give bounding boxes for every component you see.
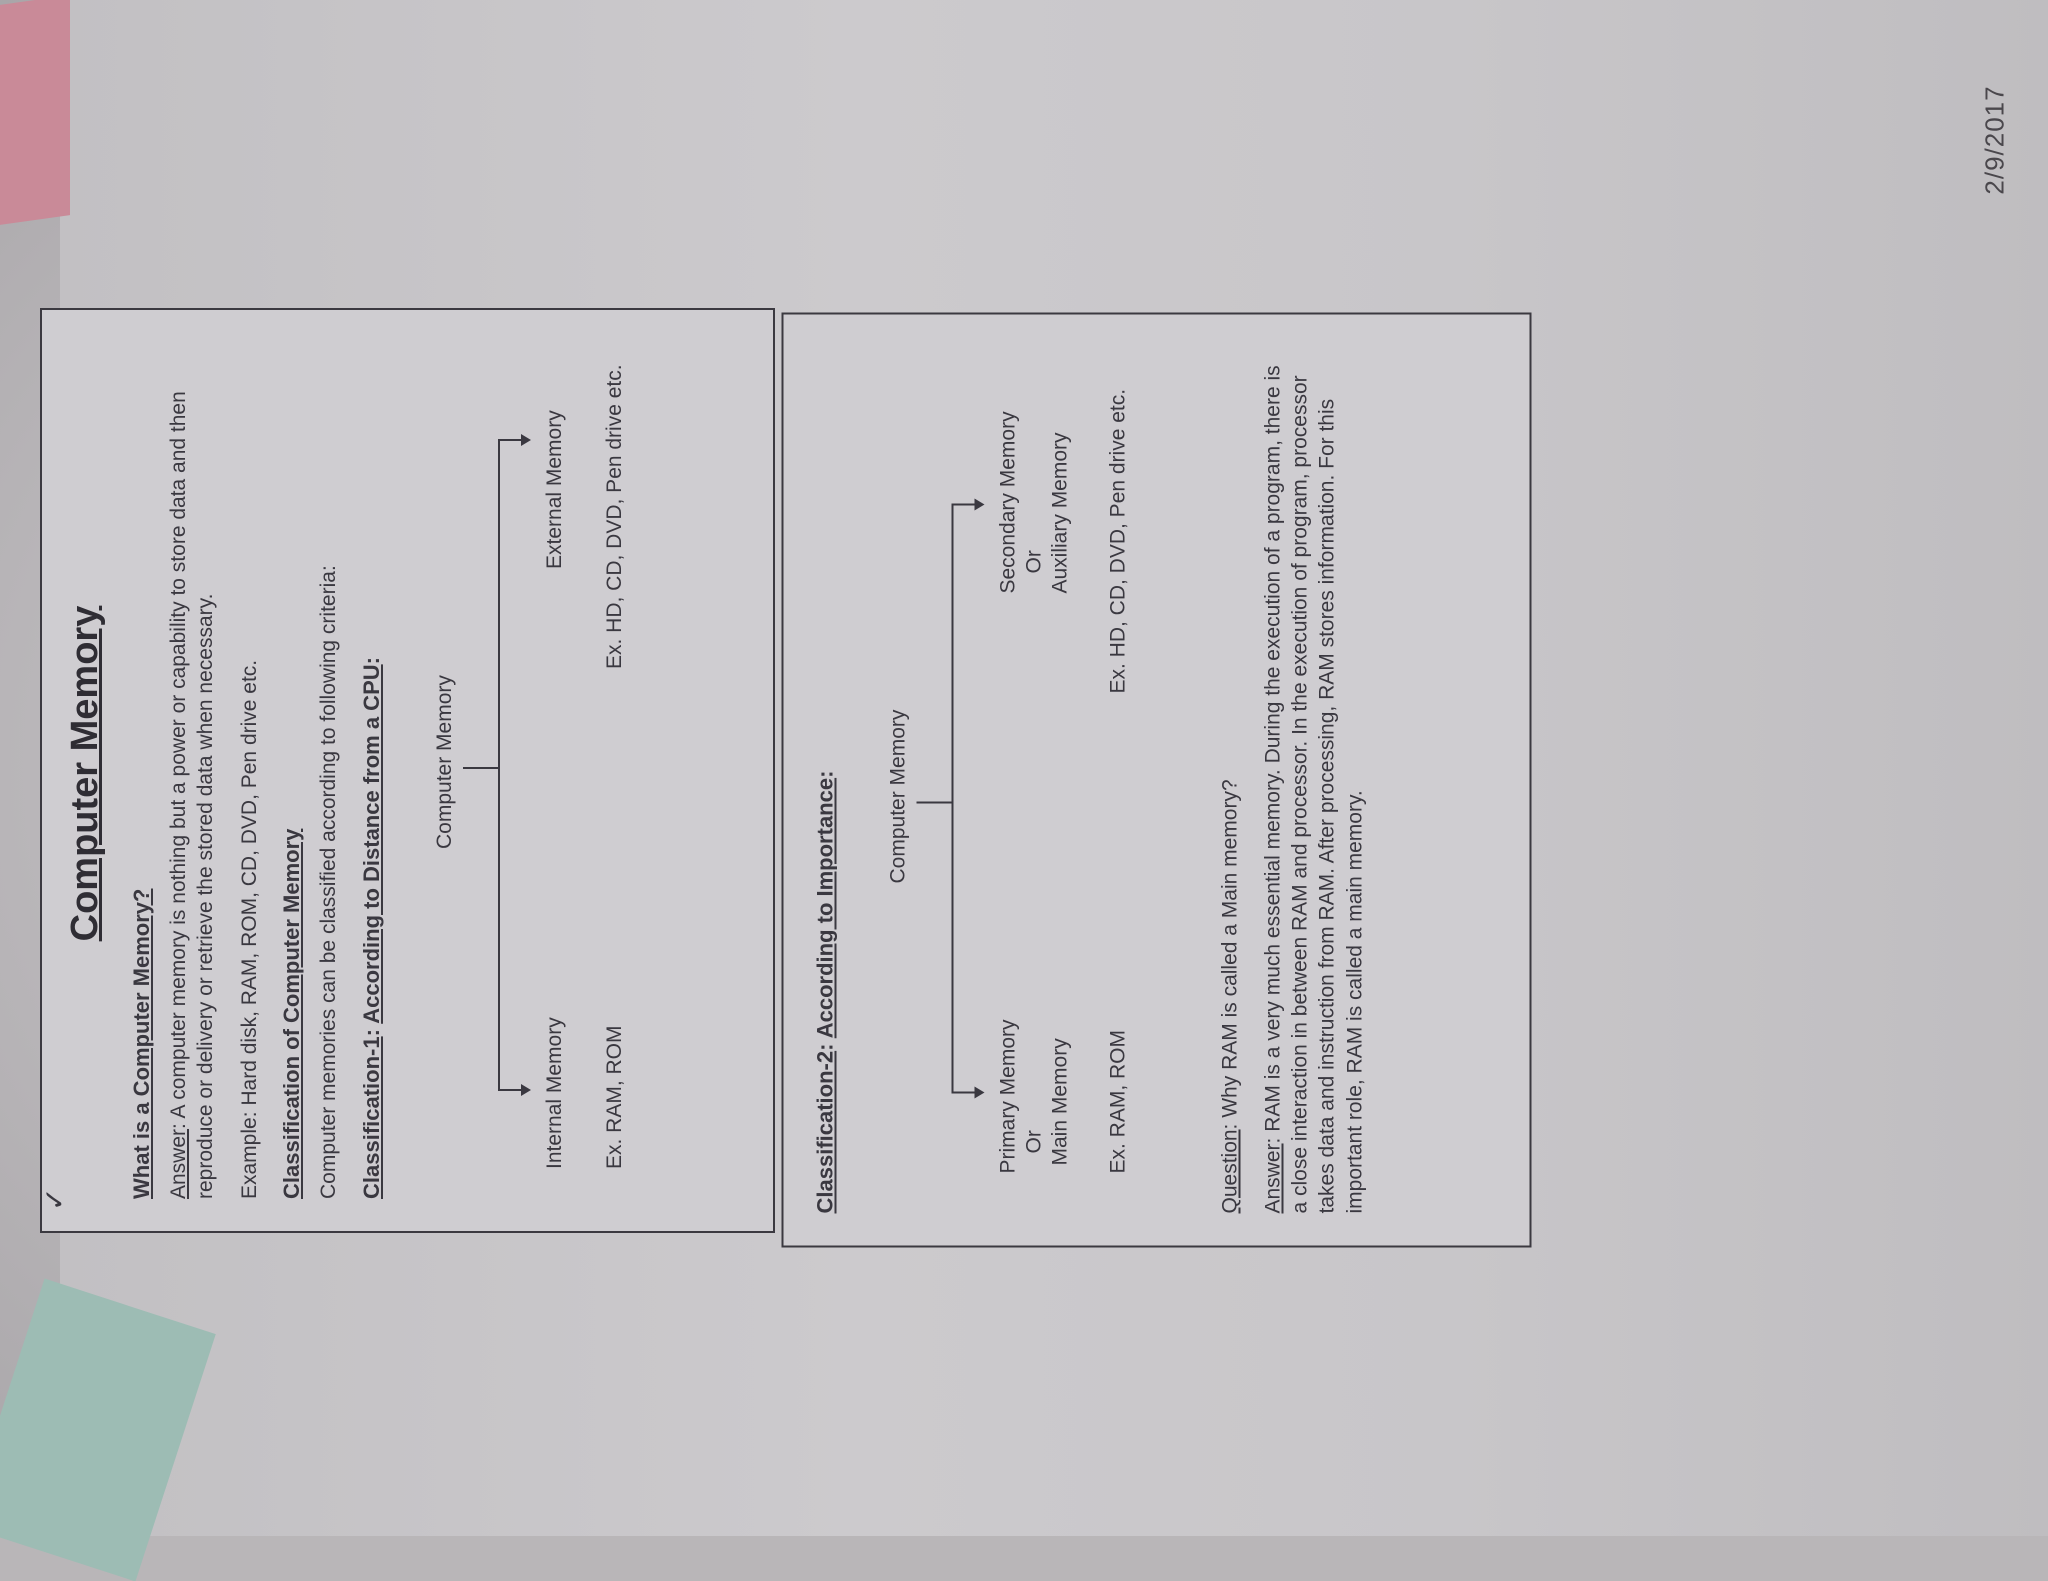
tree-connector <box>463 767 498 769</box>
arrow-head-icon <box>974 1087 984 1099</box>
tree-left-example: Ex. RAM, ROM <box>1106 1029 1130 1174</box>
question-label: Question <box>1218 1129 1242 1214</box>
question-text: : Why RAM is called a Main memory? <box>1218 779 1242 1130</box>
answer-text: : RAM is a very much essential memory. During the execution of a program, there is a close interaction in between RAM and processor. In the execution of program, processor takes data and instruction from RAM. After processing, RAM stores information. For this important role, RAM is called a main memory. <box>1261 365 1367 1214</box>
classification-2-title: According to Importance <box>812 777 838 1039</box>
question-paragraph <box>1216 353 1243 1214</box>
tree-left-node: Primary Memory <box>996 1019 1020 1174</box>
tree-root: Computer Memory <box>432 675 456 849</box>
classification-1-label: Classification-1 <box>359 1036 385 1199</box>
tree-connector <box>951 1092 976 1094</box>
classification-intro: Computer memories can be classified according to following criteria: <box>316 565 340 1199</box>
slide-classification-2 <box>782 313 1532 1248</box>
classification-1-heading: Classification-1: According to Distance from a CPU: <box>359 657 385 1199</box>
answer-label: Answer <box>167 1128 190 1199</box>
tree-connector <box>498 439 500 1091</box>
memory-tree-distance <box>403 348 733 1199</box>
answer-paragraph <box>165 348 220 1199</box>
arrow-head-icon <box>521 1084 531 1096</box>
tree-right-node: External Memory <box>542 410 566 569</box>
tree-left-or: Or <box>1022 1130 1046 1154</box>
answer-paragraph <box>1259 353 1368 1214</box>
tree-right-node-alt: Auxiliary Memory <box>1048 432 1072 594</box>
tree-connector <box>951 504 976 506</box>
question-heading: What is a Computer Memory? <box>129 888 154 1199</box>
tree-left-example: Ex. RAM, ROM <box>602 1025 626 1169</box>
tree-right-or: Or <box>1022 550 1046 574</box>
tree-right-example: Ex. HD, CD, DVD, Pen drive etc. <box>1106 388 1130 694</box>
classification-2-heading: Classification-2: According to Importance: <box>812 770 838 1214</box>
tree-right-example: Ex. HD, CD, DVD, Pen drive etc. <box>602 364 626 669</box>
tree-right-node: Secondary Memory <box>996 411 1020 594</box>
tree-connector <box>916 802 951 804</box>
arrow-head-icon <box>521 434 531 446</box>
tree-connector <box>498 1089 523 1091</box>
answer-text: : A computer memory is nothing but a power or capability to store data and then reproduce or delivery or retrieve the stored data when necessary. <box>167 391 218 1199</box>
check-mark-icon: ✓ <box>39 1187 70 1211</box>
answer-label: Answer <box>1261 1143 1285 1214</box>
arrow-head-icon <box>974 499 984 511</box>
classification-2-label: Classification-2 <box>812 1050 838 1214</box>
slide-computer-memory <box>40 308 775 1233</box>
tree-root: Computer Memory <box>886 709 910 884</box>
classification-heading: Classification of Computer Memory <box>278 828 304 1199</box>
sticky-note-pink <box>0 0 70 225</box>
tree-connector <box>498 439 523 441</box>
tree-left-node-alt: Main Memory <box>1048 1038 1072 1166</box>
print-date: 2/9/2017 <box>1979 85 2010 195</box>
memory-tree-importance <box>856 353 1216 1214</box>
classification-1-title: According to Distance from a CPU <box>359 664 385 1024</box>
tree-left-node: Internal Memory <box>542 1017 566 1169</box>
slide-title: Computer Memory <box>64 605 106 942</box>
tree-connector <box>951 504 953 1094</box>
example-text: Example: Hard disk, RAM, ROM, CD, DVD, Pen drive etc. <box>237 659 261 1199</box>
